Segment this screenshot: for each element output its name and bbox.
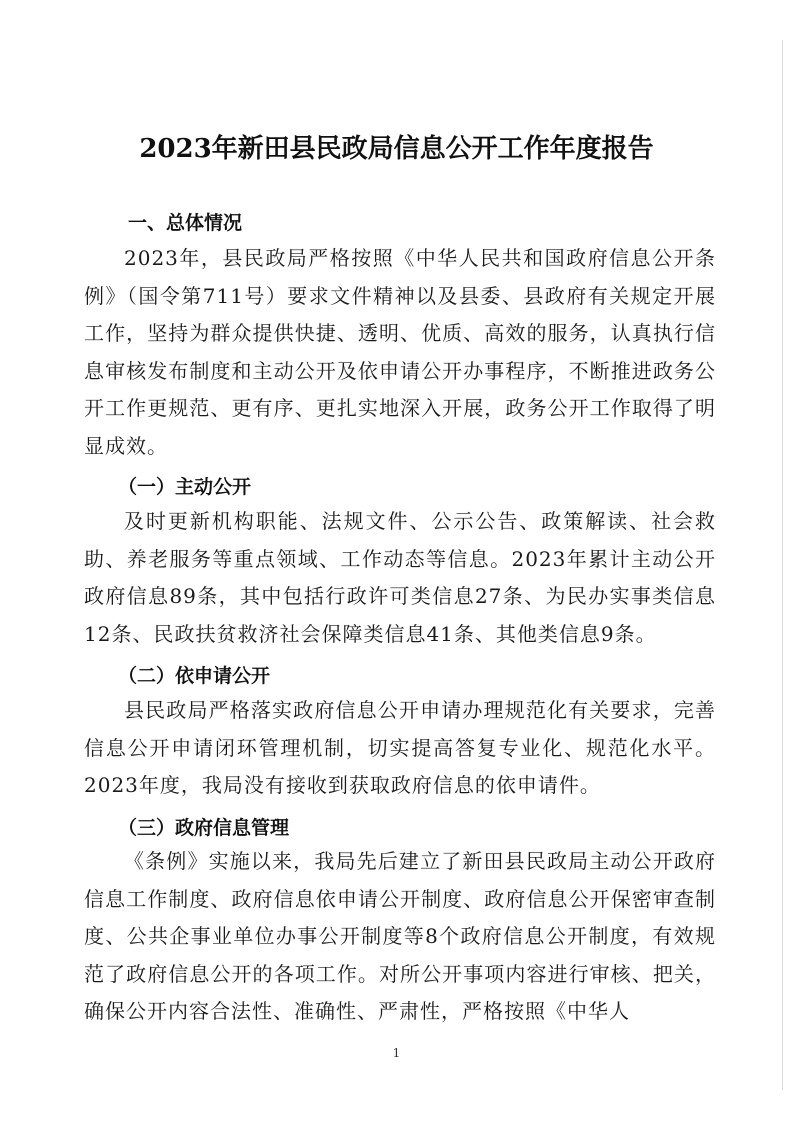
scan-edge-line — [782, 40, 783, 1090]
subsection-heading-on-request: （二）依申请公开 — [118, 665, 271, 687]
document-title: 2023年新田县民政局信息公开工作年度报告 — [139, 134, 654, 164]
paragraph-proactive: 及时更新机构职能、法规文件、公示公告、政策解读、社会救助、养老服务等重点领域、工作动态等信息。2023年累计主动公开政府信息89条，其中包括行政许可类信息27条、为民办实事类信息12条、民政扶贫救济社会保障类信息41条、其他类信息9条。 — [84, 509, 716, 646]
subsection-heading-management: （三）政府信息管理 — [118, 817, 290, 839]
section-heading-overview: 一、总体情况 — [128, 212, 243, 234]
subsection-heading-proactive: （一）主动公开 — [118, 476, 252, 498]
paragraph-on-request: 县民政局严格落实政府信息公开申请办理规范化有关要求，完善信息公开申请闭环管理机制，切实提高答复专业化、规范化水平。2023年度，我局没有接收到获取政府信息的依申请件。 — [84, 698, 716, 797]
page-number: 1 — [392, 1046, 401, 1060]
paragraph-management: 《条例》实施以来，我局先后建立了新田县民政局主动公开政府信息工作制度、政府信息依申请公开制度、政府信息公开保密审查制度、公共企事业单位办事公开制度等8个政府信息公开制度，有效规范了政府信息公开的各项工作。对所公开事项内容进行审核、把关，确保公开内容合法性、准确性、严肃性，严格按照《中华人 — [84, 849, 716, 1023]
paragraph-overview: 2023年，县民政局严格按照《中华人民共和国政府信息公开条例》（国令第711号）要求文件精神以及县委、县政府有关规定开展工作，坚持为群众提供快捷、透明、优质、高效的服务，认真执行信息审核发布制度和主动公开及依申请公开办事程序，不断推进政务公开工作更规范、更有序、更扎实地深入开展，政务公开工作取得了明显成效。 — [84, 246, 716, 458]
